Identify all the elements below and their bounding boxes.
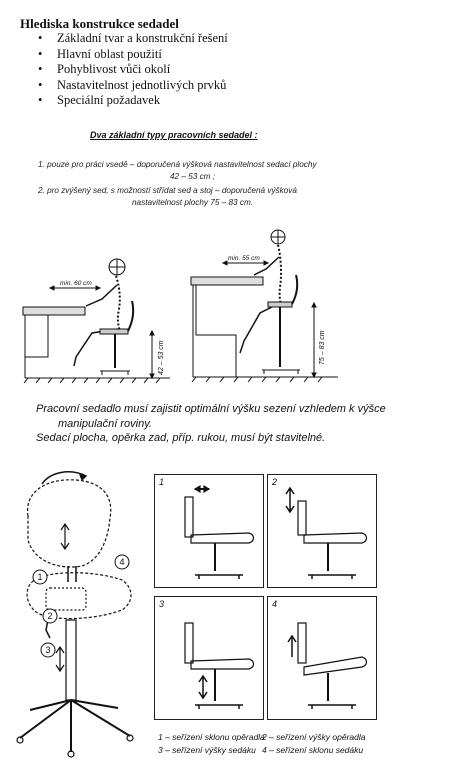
height-label: 75 – 83 cm	[319, 330, 326, 365]
backrest	[185, 497, 193, 537]
adjustment-panel-3: 3	[154, 596, 264, 720]
seat-height-arrow	[56, 647, 64, 671]
panel-chair-drawing	[268, 597, 376, 719]
legend-item-2: 2 – seřízení výšky opěradla	[262, 732, 366, 742]
seat	[191, 533, 254, 543]
section-subheading: Dva základní typy pracovních sedadel :	[90, 130, 258, 140]
chair-base	[308, 575, 356, 579]
adjustment-panel-1: 1	[154, 474, 264, 588]
legend-item-1: 1 – seřízení sklonu opěradla	[158, 732, 265, 742]
seated-workstation-figure	[20, 245, 180, 385]
chair-seat	[268, 302, 292, 307]
reach-label: min. 60 cm	[60, 280, 92, 287]
list-item: • Speciální požadavek	[38, 93, 228, 109]
callout-3: 3	[45, 645, 51, 655]
panel-chair-drawing	[268, 475, 376, 587]
type-1-text: 1. pouze pro práci vsedě – doporučená výšková nastavitelnost sedací plochy	[38, 160, 317, 169]
chair-back	[292, 275, 297, 304]
type-2-text: 2. pro zvýšený sed, s možností střídat sed a stoj – doporučená výšková	[38, 186, 297, 195]
spine	[278, 245, 281, 305]
chair-base	[308, 705, 356, 709]
legend-item-4: 4 – seřízení sklonu sedáku	[262, 745, 364, 755]
list-item: • Hlavní oblast použití	[38, 47, 228, 63]
page-title: Hlediska konstrukce sedadel	[20, 16, 179, 31]
adjustment-panel-4: 4	[267, 596, 377, 720]
gas-column	[66, 620, 76, 700]
backrest	[185, 623, 193, 663]
backrest	[28, 480, 111, 567]
chair-back	[128, 301, 133, 331]
aspects-list	[38, 31, 228, 109]
callout-4: 4	[119, 557, 125, 567]
chair-base	[195, 575, 243, 579]
seat	[304, 657, 367, 675]
leg	[240, 303, 280, 353]
backrest	[298, 623, 306, 663]
callout-1: 1	[37, 572, 43, 582]
desk-top	[191, 277, 263, 285]
panel-chair-drawing	[155, 597, 263, 719]
type-2-range: nastavitelnost plochy 75 – 83 cm.	[132, 198, 254, 207]
legend-item-3: 3 – seřízení výšky sedáku	[158, 745, 256, 755]
list-item: • Základní tvar a konstrukční řešení	[38, 31, 228, 47]
adjustment-panel-2: 2	[267, 474, 377, 588]
reach-label: min. 55 cm	[228, 255, 260, 262]
chair-base	[195, 705, 243, 709]
requirement-text-2: Sedací plocha, opěrka zad, příp. rukou, musí být stavitelné.	[36, 432, 326, 444]
height-label: 42 – 53 cm	[158, 340, 165, 375]
list-item: • Nastavitelnost jednotlivých prvků	[38, 78, 228, 94]
requirement-text-1: Pracovní sedadlo musí zajistit optimální výšku sezení vzhledem k výšce manipulační roviny.	[36, 403, 386, 430]
seat	[304, 533, 367, 543]
desk-body	[196, 285, 236, 377]
backrest-height-arrow	[61, 524, 69, 549]
chair-base	[20, 700, 130, 752]
panel-chair-drawing	[155, 475, 263, 587]
elevated-workstation-figure	[188, 225, 348, 385]
seat	[191, 659, 254, 669]
leg	[74, 329, 118, 366]
desk-top	[23, 307, 85, 315]
callout-2: 2	[47, 611, 53, 621]
desk-body	[25, 315, 48, 357]
backrest	[298, 501, 306, 535]
tilt-arrow	[42, 472, 86, 484]
spine	[116, 276, 120, 331]
list-item: • Pohyblivost vůči okolí	[38, 62, 228, 78]
type-1-range: 42 – 53 cm ;	[170, 172, 216, 181]
adjustable-chair-illustration	[10, 470, 152, 760]
chair-seat	[100, 329, 128, 334]
